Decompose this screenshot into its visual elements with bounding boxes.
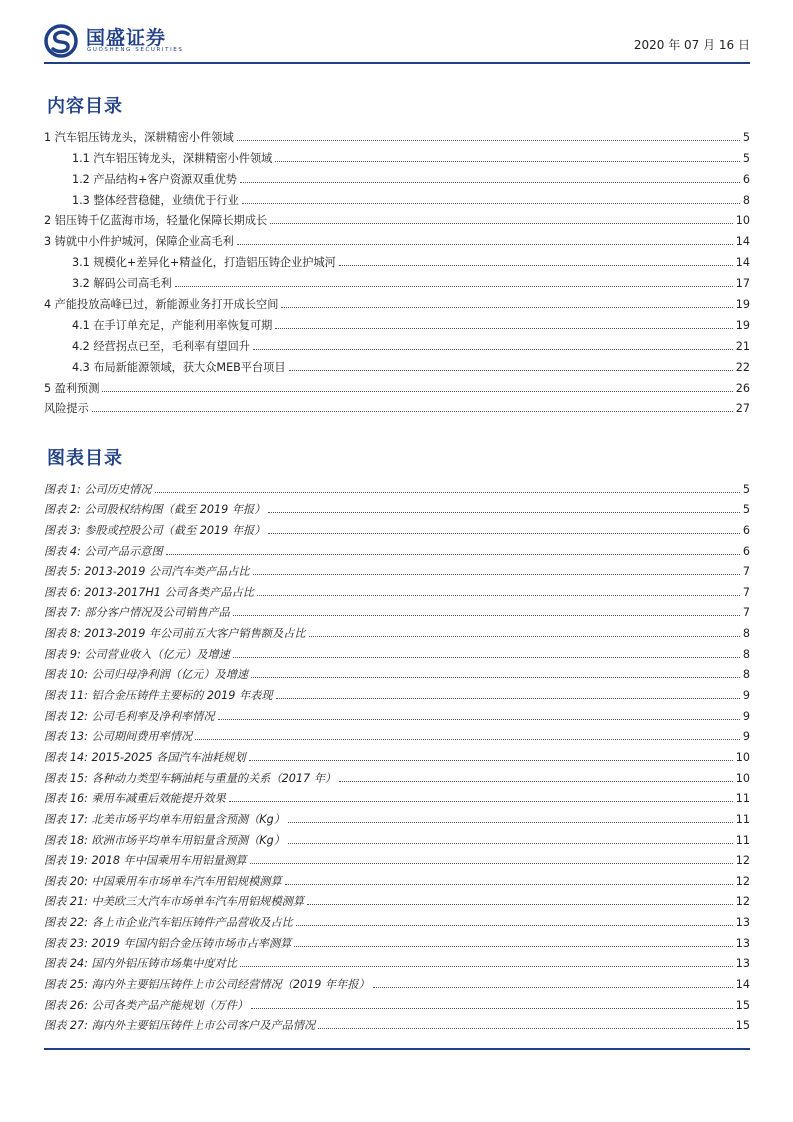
- dot-leader: [242, 202, 740, 204]
- toc-entry-label: 3.1 规模化+差异化+精益化，打造铝压铸企业护城河: [72, 256, 336, 270]
- dot-leader: [294, 945, 732, 947]
- toc-entry-label: 3 铸就中小件护城河，保障企业高毛利: [44, 235, 234, 249]
- chart-toc-entry-label: 图表 21: 中美欧三大汽车市场单车汽车用铝规模测算: [44, 895, 305, 909]
- chart-toc-entry[interactable]: [44, 971, 750, 992]
- toc-entry[interactable]: [44, 208, 750, 229]
- toc-entry-page: 14: [735, 235, 750, 249]
- chart-toc-entry[interactable]: [44, 559, 750, 580]
- toc-title: 内容目录: [47, 96, 123, 117]
- chart-toc-entry-label: 图表 25: 海内外主要铝压铸件上市公司经营情况（2019 年年报）: [44, 978, 370, 992]
- toc-entry[interactable]: [44, 312, 750, 333]
- dot-leader: [229, 800, 733, 802]
- dot-leader: [251, 676, 740, 678]
- chart-toc-entry-page: 11: [735, 833, 750, 847]
- chart-toc-entry-label: 图表 17: 北美市场平均单车用铝量含预测（Kg）: [44, 812, 285, 826]
- chart-toc-entry-page: 9: [742, 730, 750, 744]
- chart-toc-entry-page: 12: [735, 854, 750, 868]
- chart-toc-entry-label: 图表 24: 国内外铝压铸市场集中度对比: [44, 957, 237, 971]
- chart-toc-entry-page: 13: [735, 916, 750, 930]
- toc-entry-page: 5: [742, 130, 750, 144]
- chart-toc-entry[interactable]: [44, 600, 750, 621]
- toc-entry-page: 19: [735, 298, 750, 312]
- dot-leader: [307, 903, 733, 905]
- chart-toc-entry[interactable]: [44, 868, 750, 889]
- dot-leader: [318, 1027, 733, 1029]
- toc-list: [44, 124, 750, 416]
- page-header: [44, 20, 750, 60]
- chart-toc-entry[interactable]: [44, 682, 750, 703]
- chart-toc-entry[interactable]: [44, 724, 750, 745]
- dot-leader: [218, 718, 740, 720]
- footer-divider: [44, 1048, 750, 1050]
- chart-toc-entry-label: 图表 26: 公司各类产品产能规划（万件）: [44, 998, 249, 1012]
- logo-subtext: GUOSHENG SECURITIES: [87, 47, 184, 53]
- dot-leader: [339, 264, 733, 266]
- chart-toc-entry[interactable]: [44, 476, 750, 497]
- chart-toc-entry-label: 图表 10: 公司归母净利润（亿元）及增速: [44, 668, 249, 682]
- dot-leader: [102, 390, 732, 392]
- chart-toc-entry-page: 13: [735, 957, 750, 971]
- dot-leader: [237, 139, 740, 141]
- chart-toc-entry-page: 15: [735, 1019, 750, 1033]
- toc-entry[interactable]: [44, 333, 750, 354]
- chart-toc-entry-page: 7: [742, 606, 750, 620]
- chart-toc-entry-label: 图表 23: 2019 年国内铝合金压铸市场市占率测算: [44, 936, 292, 950]
- logo-text: 国盛证券: [86, 27, 167, 49]
- dot-leader: [250, 862, 733, 864]
- chart-toc-entry-label: 图表 16: 乘用车减重后效能提升效果: [44, 792, 226, 806]
- chart-toc-entry-page: 8: [742, 668, 750, 682]
- dot-leader: [253, 348, 733, 350]
- chart-toc-entry-page: 11: [735, 792, 750, 806]
- dot-leader: [268, 511, 739, 513]
- chart-toc-entry-page: 7: [742, 565, 750, 579]
- toc-entry-page: 27: [735, 402, 750, 416]
- dot-leader: [289, 369, 733, 371]
- chart-toc-entry[interactable]: [44, 497, 750, 518]
- toc-entry[interactable]: [44, 396, 750, 417]
- dot-leader: [268, 532, 739, 534]
- toc-entry-page: 10: [735, 214, 750, 228]
- dot-leader: [249, 759, 733, 761]
- chart-toc-entry[interactable]: [44, 579, 750, 600]
- chart-toc-entry[interactable]: [44, 641, 750, 662]
- toc-entry-label: 风险提示: [44, 402, 89, 416]
- toc-entry-page: 8: [742, 193, 750, 207]
- chart-toc-entry[interactable]: [44, 951, 750, 972]
- toc-entry[interactable]: [44, 291, 750, 312]
- dot-leader: [288, 821, 733, 823]
- dot-leader: [237, 243, 733, 245]
- dot-leader: [276, 697, 740, 699]
- dot-leader: [275, 160, 740, 162]
- chart-toc-entry[interactable]: [44, 806, 750, 827]
- toc-entry-label: 4.1 在手订单充足，产能利用率恢复可期: [72, 318, 273, 332]
- toc-entry-page: 22: [735, 360, 750, 374]
- chart-toc-entry[interactable]: [44, 538, 750, 559]
- dot-leader: [240, 965, 733, 967]
- guosheng-logo-icon: [44, 24, 80, 58]
- dot-leader: [285, 883, 733, 885]
- chart-toc-entry-page: 8: [742, 647, 750, 661]
- header-divider: [44, 62, 750, 64]
- chart-toc-entry-page: 5: [742, 503, 750, 517]
- chart-toc-entry-label: 图表 3: 参股或控股公司（截至 2019 年报）: [44, 523, 266, 537]
- chart-toc-entry-page: 15: [735, 998, 750, 1012]
- toc-entry[interactable]: [44, 187, 750, 208]
- chart-toc-entry-page: 8: [742, 627, 750, 641]
- chart-toc-entry-page: 7: [742, 585, 750, 599]
- chart-toc-entry[interactable]: [44, 889, 750, 910]
- chart-toc-entry[interactable]: [44, 786, 750, 807]
- chart-toc-entry-label: 图表 4: 公司产品示意图: [44, 544, 163, 558]
- toc-entry[interactable]: [44, 375, 750, 396]
- chart-toc-entry-label: 图表 5: 2013-2019 公司汽车类产品占比: [44, 565, 250, 579]
- chart-toc-entry-label: 图表 18: 欧洲市场平均单车用铝量含预测（Kg）: [44, 833, 285, 847]
- chart-toc-entry-page: 11: [735, 812, 750, 826]
- toc-entry-page: 17: [735, 277, 750, 291]
- chart-toc-entry-label: 图表 27: 海内外主要铝压铸件上市公司客户及产品情况: [44, 1019, 316, 1033]
- toc-entry[interactable]: [44, 270, 750, 291]
- dot-leader: [296, 924, 733, 926]
- dot-leader: [373, 986, 733, 988]
- chart-toc-entry[interactable]: [44, 992, 750, 1013]
- chart-toc-entry-page: 6: [742, 544, 750, 558]
- chart-toc-entry-page: 13: [735, 936, 750, 950]
- chart-toc-entry-page: 14: [735, 978, 750, 992]
- chart-toc-entry-label: 图表 12: 公司毛利率及净利率情况: [44, 709, 215, 723]
- chart-toc-entry-page: 10: [735, 750, 750, 764]
- toc-entry-label: 1.3 整体经营稳健，业绩优于行业: [72, 193, 239, 207]
- toc-entry[interactable]: [44, 228, 750, 249]
- toc-entry-page: 14: [735, 256, 750, 270]
- toc-entry-page: 26: [735, 381, 750, 395]
- toc-entry[interactable]: [44, 249, 750, 270]
- dot-leader: [253, 573, 740, 575]
- dot-leader: [270, 222, 733, 224]
- chart-toc-entry[interactable]: [44, 909, 750, 930]
- toc-entry-label: 3.2 解码公司高毛利: [72, 277, 172, 291]
- chart-toc-entry[interactable]: [44, 620, 750, 641]
- toc-entry-label: 5 盈利预测: [44, 381, 100, 395]
- dot-leader: [240, 181, 740, 183]
- dot-leader: [251, 1007, 733, 1009]
- chart-toc-entry-label: 图表 19: 2018 年中国乘用车用铝量测算: [44, 854, 247, 868]
- chart-toc-entry[interactable]: [44, 517, 750, 538]
- chart-toc-entry-page: 12: [735, 895, 750, 909]
- dot-leader: [233, 656, 740, 658]
- dot-leader: [281, 306, 732, 308]
- chart-toc-entry-label: 图表 6: 2013-2017H1 公司各类产品占比: [44, 585, 254, 599]
- toc-entry-label: 1.2 产品结构+客户资源双重优势: [72, 172, 237, 186]
- chart-toc-entry-label: 图表 20: 中国乘用车市场单车汽车用铝规模测算: [44, 874, 282, 888]
- chart-toc-entry[interactable]: [44, 765, 750, 786]
- chart-toc-entry[interactable]: [44, 827, 750, 848]
- toc-entry[interactable]: [44, 354, 750, 375]
- toc-entry-label: 2 铝压铸千亿蓝海市场，轻量化保障长期成长: [44, 214, 268, 228]
- toc-entry-label: 4.2 经营拐点已至，毛利率有望回升: [72, 339, 250, 353]
- chart-toc-entry-label: 图表 22: 各上市企业汽车铝压铸件产品营收及占比: [44, 916, 293, 930]
- toc-entry[interactable]: [44, 145, 750, 166]
- toc-entry-page: 5: [742, 151, 750, 165]
- chart-toc-entry-label: 图表 8: 2013-2019 年公司前五大客户销售额及占比: [44, 627, 306, 641]
- toc-entry-page: 6: [742, 172, 750, 186]
- chart-toc-entry-page: 5: [742, 482, 750, 496]
- toc-entry-page: 21: [735, 339, 750, 353]
- dot-leader: [166, 553, 740, 555]
- chart-toc-entry[interactable]: [44, 930, 750, 951]
- dot-leader: [155, 491, 740, 493]
- chart-toc-entry-page: 9: [742, 709, 750, 723]
- chart-toc-entry-page: 10: [735, 771, 750, 785]
- chart-toc-entry[interactable]: [44, 744, 750, 765]
- chart-toc-entry-label: 图表 2: 公司股权结构图（截至 2019 年报）: [44, 503, 266, 517]
- dot-leader: [309, 635, 740, 637]
- dot-leader: [257, 594, 740, 596]
- chart-toc-entry-label: 图表 1: 公司历史情况: [44, 482, 152, 496]
- charts-toc-title: 图表目录: [47, 448, 123, 469]
- chart-toc-entry[interactable]: [44, 662, 750, 683]
- chart-toc-entry[interactable]: [44, 703, 750, 724]
- dot-leader: [92, 410, 733, 412]
- dot-leader: [195, 738, 740, 740]
- chart-toc-entry-label: 图表 11: 铝合金压铸件主要标的 2019 年表现: [44, 689, 273, 703]
- toc-entry-label: 4.3 布局新能源领域，获大众MEB平台项目: [72, 360, 286, 374]
- chart-toc-entry-label: 图表 13: 公司期间费用率情况: [44, 730, 193, 744]
- toc-entry[interactable]: [44, 166, 750, 187]
- dot-leader: [288, 842, 733, 844]
- chart-toc-entry-page: 12: [735, 874, 750, 888]
- chart-toc-entry-page: 6: [742, 523, 750, 537]
- chart-toc-entry-label: 图表 7: 部分客户情况及公司销售产品: [44, 606, 230, 620]
- charts-toc-list: [44, 476, 750, 1033]
- chart-toc-entry-label: 图表 15: 各种动力类型车辆油耗与重量的关系（2017 年）: [44, 771, 337, 785]
- toc-entry-label: 1 汽车铝压铸龙头，深耕精密小件领域: [44, 130, 234, 144]
- chart-toc-entry-label: 图表 14: 2015-2025 各国汽车油耗规划: [44, 750, 246, 764]
- toc-entry-page: 19: [735, 318, 750, 332]
- toc-entry-label: 1.1 汽车铝压铸龙头，深耕精密小件领域: [72, 151, 273, 165]
- toc-entry-label: 4 产能投放高峰已过，新能源业务打开成长空间: [44, 298, 279, 312]
- dot-leader: [233, 614, 740, 616]
- dot-leader: [339, 780, 733, 782]
- dot-leader: [275, 327, 732, 329]
- toc-entry[interactable]: [44, 124, 750, 145]
- chart-toc-entry-page: 9: [742, 689, 750, 703]
- report-date: 2020 年 07 月 16 日: [633, 38, 750, 52]
- dot-leader: [175, 285, 733, 287]
- chart-toc-entry-label: 图表 9: 公司营业收入（亿元）及增速: [44, 647, 230, 661]
- chart-toc-entry[interactable]: [44, 1013, 750, 1034]
- chart-toc-entry[interactable]: [44, 848, 750, 869]
